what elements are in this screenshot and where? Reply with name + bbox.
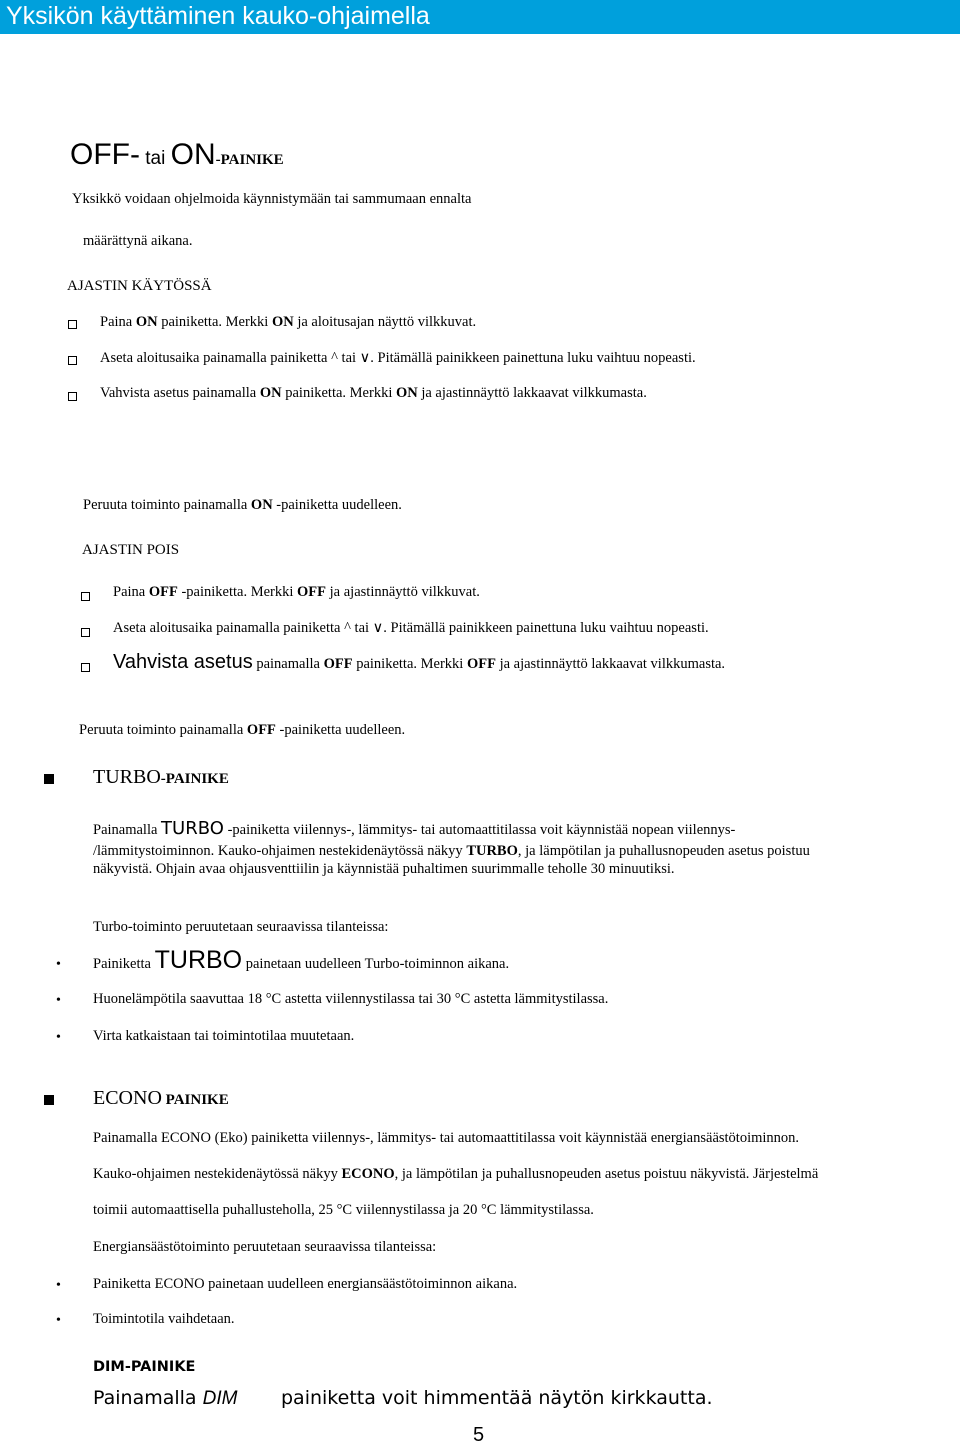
timer-on-item-2: Aseta aloitusaika painamalla painiketta ^ tai ∨. Pitämällä painikkeen painettuna luku vaihtuu nopeasti.	[100, 350, 696, 366]
bullet-icon: •	[56, 957, 61, 972]
timer-off-item-3: Vahvista asetus painamalla OFF painiketta. Merkki OFF ja ajastinnäyttö lakkaavat vilkkumasta.	[113, 651, 726, 673]
checkbox-icon	[68, 320, 77, 329]
econo-heading: ECONO PAINIKE	[93, 1087, 229, 1109]
turbo-paragraph-line2: /lämmitystoiminnon. Kauko-ohjaimen nestekidenäytössä näkyy TURBO, ja lämpötilan ja puhallusnopeuden asetus poistuu	[93, 843, 810, 859]
timer-on-heading: AJASTIN KÄYTÖSSÄ	[67, 278, 212, 294]
timer-off-heading: AJASTIN POIS	[82, 542, 180, 558]
page-header	[0, 0, 960, 34]
econo-bullet-2: Toimintotila vaihdetaan.	[93, 1311, 235, 1327]
timer-on-cancel: Peruuta toiminto painamalla ON -painiketta uudelleen.	[83, 497, 402, 513]
timer-off-item-1: Paina OFF -painiketta. Merkki OFF ja ajastinnäyttö vilkkuvat.	[113, 584, 480, 600]
turbo-bullet-1: Painiketta TURBO painetaan uudelleen Turbo-toiminnon aikana.	[93, 946, 510, 974]
bullet-icon: •	[56, 1278, 61, 1293]
onoff-title-off: OFF-	[70, 138, 140, 171]
turbo-cancel-heading: Turbo-toiminto peruutetaan seuraavissa tilanteissa:	[93, 919, 389, 935]
onoff-intro-line1: Yksikkö voidaan ohjelmoida käynnistymään tai sammumaan ennalta	[72, 191, 472, 207]
dim-text-rest: painiketta voit himmentää näytön kirkkautta.	[281, 1387, 713, 1409]
checkbox-icon	[68, 356, 77, 365]
bullet-icon: •	[56, 1030, 61, 1045]
timer-off-item-2: Aseta aloitusaika painamalla painiketta ^ tai ∨. Pitämällä painikkeen painettuna luku vaihtuu nopeasti.	[113, 620, 709, 636]
econo-bullet-1: Painiketta ECONO painetaan uudelleen energiansäästötoiminnon aikana.	[93, 1276, 518, 1292]
turbo-bullet-3: Virta katkaistaan tai toimintotilaa muutetaan.	[93, 1028, 355, 1044]
bullet-icon: •	[56, 993, 61, 1008]
bullet-icon: •	[56, 1313, 61, 1328]
checkbox-icon	[81, 592, 90, 601]
dim-text: Painamalla DIM	[93, 1387, 238, 1409]
page-title: Yksikön käyttäminen kauko-ohjaimella	[6, 2, 430, 30]
econo-cancel-heading: Energiansäästötoiminto peruutetaan seuraavissa tilanteissa:	[93, 1239, 437, 1255]
square-bullet-icon	[44, 774, 54, 784]
onoff-intro-line2: määrättynä aikana.	[83, 233, 193, 249]
timer-on-item-1: Paina ON painiketta. Merkki ON ja aloitusajan näyttö vilkkuvat.	[100, 314, 477, 330]
onoff-heading	[70, 138, 284, 172]
turbo-bullet-2: Huonelämpötila saavuttaa 18 °C astetta viilennystilassa tai 30 °C astetta lämmitystilassa.	[93, 991, 609, 1007]
onoff-title-tai: tai	[139, 148, 171, 169]
page-number: 5	[473, 1424, 485, 1446]
onoff-title-on: ON	[170, 138, 216, 171]
timer-on-item-3: Vahvista asetus painamalla ON painiketta. Merkki ON ja ajastinnäyttö lakkaavat vilkkumasta.	[100, 385, 647, 401]
onoff-title-suffix: -PAINIKE	[215, 152, 284, 168]
turbo-paragraph-line1: Painamalla TURBO -painiketta viilennys-, lämmitys- tai automaattitilassa voit käynnistää nopean viilennys-	[93, 818, 736, 839]
square-bullet-icon	[44, 1095, 54, 1105]
econo-paragraph-3: toimii automaattisella puhallusteholla, 25 °C viilennystilassa ja 20 °C lämmitystilassa.	[93, 1202, 594, 1218]
turbo-paragraph-line3: näkyvistä. Ohjain avaa ohjausventtiilin ja käynnistää puhaltimen suurimmalle teholle 30 minuutiksi.	[93, 861, 675, 877]
econo-paragraph-1: Painamalla ECONO (Eko) painiketta viilennys-, lämmitys- tai automaattitilassa voit käynnistää energiansäästötoiminnon.	[93, 1130, 800, 1146]
checkbox-icon	[68, 392, 77, 401]
dim-heading: DIM-PAINIKE	[93, 1359, 196, 1375]
checkbox-icon	[81, 663, 90, 672]
timer-off-cancel: Peruuta toiminto painamalla OFF -painiketta uudelleen.	[79, 722, 406, 738]
turbo-heading: TURBO-PAINIKE	[93, 766, 229, 788]
checkbox-icon	[81, 628, 90, 637]
econo-paragraph-2: Kauko-ohjaimen nestekidenäytössä näkyy ECONO, ja lämpötilan ja puhallusnopeuden asetus poistuu näkyvistä. Järjestelmä	[93, 1166, 819, 1182]
